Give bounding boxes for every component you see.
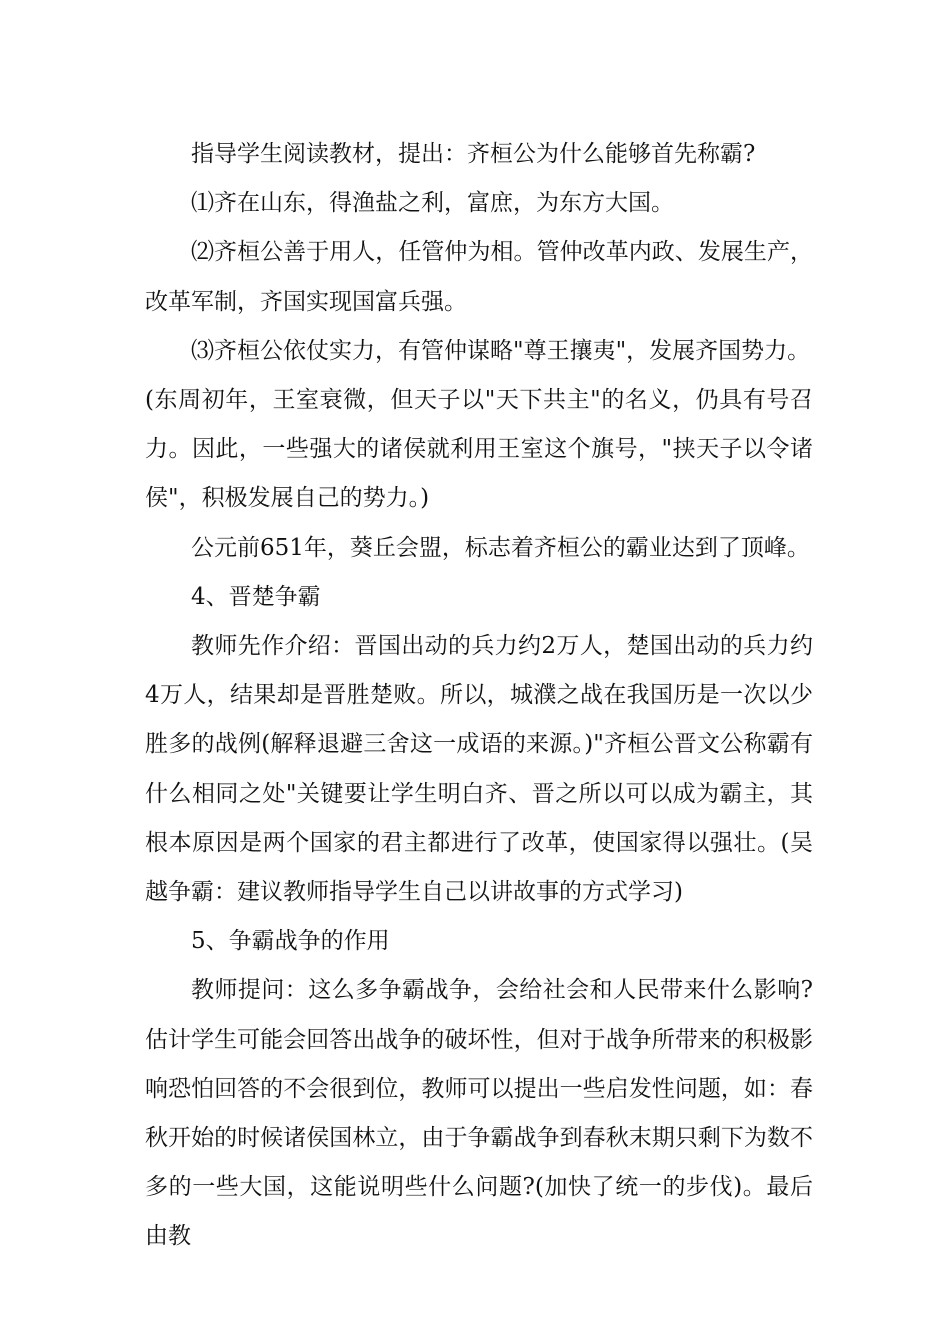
paragraph-question: 指导学生阅读教材，提出：齐桓公为什么能够首先称霸? (191, 141, 756, 167)
paragraph-note: (东周初年，王室衰微，但天子以"天下共主"的名义，仍具有号召力。因此，一些强大的诸侯就利用王室这个旗号，"挟天子以令诸侯"，积极发展自己的势力。) (145, 387, 813, 512)
section-heading-4: 4、晋楚争霸 (191, 583, 321, 610)
paragraph-war-effects: 教师提问：这么多争霸战争，会给社会和人民带来什么影响?估计学生可能会回答出战争的破坏性，但对于战争所带来的积极影响恐怕回答的不会很到位，教师可以提出一些启发性问题，如：春秋开始的时候诸侯国林立，由于争霸战争到春秋末期只剩下为数不多的一些大国，这能说明些什么问题?(加快了统一的步伐)。最后由教 (145, 977, 813, 1250)
paragraph-point-2: ⑵齐桓公善于用人，任管仲为相。管仲改革内政、发展生产，改革军制，齐国实现国富兵强。 (145, 239, 813, 315)
document-body (145, 130, 813, 1262)
paragraph-jin-chu: 教师先作介绍：晋国出动的兵力约2万人，楚国出动的兵力约4万人，结果却是晋胜楚败。所以，城濮之战在我国历是一次以少胜多的战例(解释退避三舍这一成语的来源。)"齐桓公晋文公称霸有什么相同之处"关键要让学生明白齐、晋之所以可以成为霸主，其根本原因是两个国家的君主都进行了改革，使国家得以强壮。(吴越争霸：建议教师指导学生自己以讲故事的方式学习) (145, 633, 813, 906)
paragraph-point-1: ⑴齐在山东，得渔盐之利，富庶，为东方大国。 (191, 190, 674, 217)
paragraph-kuiqiu: 公元前651年，葵丘会盟，标志着齐桓公的霸业达到了顶峰。 (191, 534, 810, 561)
paragraph-point-3: ⑶齐桓公依仗实力，有管仲谋略"尊王攘夷"，发展齐国势力。 (191, 337, 811, 364)
section-heading-5: 5、争霸战争的作用 (191, 928, 390, 955)
